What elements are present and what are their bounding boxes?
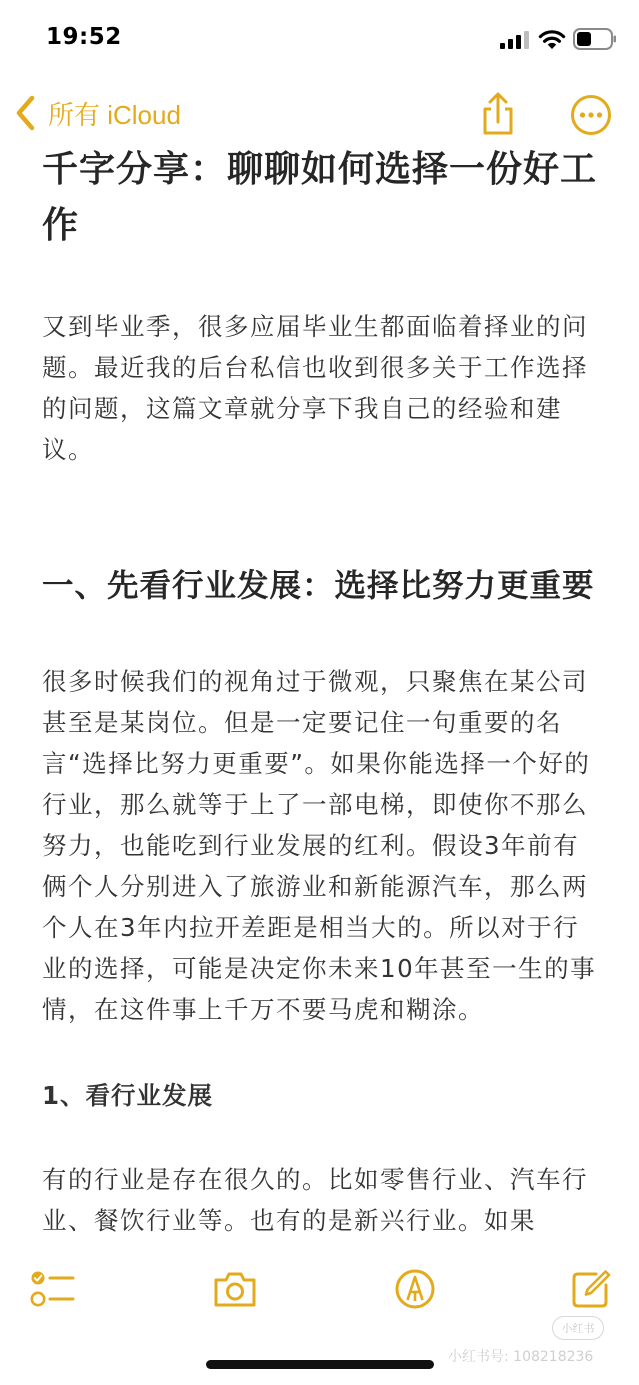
section-heading: 一、先看行业发展：选择比努力更重要 bbox=[42, 568, 595, 604]
status-bar bbox=[0, 0, 639, 80]
more-icon[interactable] bbox=[570, 94, 612, 136]
markup-icon[interactable] bbox=[393, 1268, 437, 1310]
battery-icon bbox=[573, 28, 617, 50]
wifi-icon bbox=[538, 28, 566, 50]
note-title: 千字分享：聊聊如何选择一份好工作 bbox=[42, 149, 598, 246]
status-time: 19:52 bbox=[46, 24, 122, 50]
watermark-text: 小红书号: 108218236 bbox=[448, 1349, 594, 1365]
compose-icon[interactable] bbox=[570, 1268, 612, 1310]
intro-paragraph: 又到毕业季，很多应届毕业生都面临着择业的问题。最近我的后台私信也收到很多关于工作选择的问题，这篇文章就分享下我自己的经验和建议。 bbox=[42, 312, 588, 464]
subsection-paragraph: 有的行业是存在很久的。比如零售行业、汽车行业、餐饮行业等。也有的是新兴行业。如果 bbox=[42, 1165, 588, 1235]
watermark-badge: 小红书 bbox=[552, 1316, 604, 1340]
share-icon[interactable] bbox=[478, 92, 518, 136]
back-label: 所有 iCloud bbox=[48, 99, 181, 130]
back-button[interactable] bbox=[12, 90, 181, 136]
subsection-heading: 1、看行业发展 bbox=[42, 1081, 214, 1110]
note-body[interactable] bbox=[42, 142, 604, 1242]
cellular-signal-icon bbox=[500, 31, 530, 49]
section-paragraph: 很多时候我们的视角过于微观，只聚焦在某公司甚至是某岗位。但是一定要记住一句重要的名言“选择比努力更重要”。如果你能选择一个好的行业，那么就等于上了一部电梯，即使你不那么努力，也能吃到行业发展的红利。假设3年前有俩个人分别进入了旅游业和新能源汽车，那么两个人在3年内拉开差距是相当大的。所以对于行业的选择，可能是决定你未来10年甚至一生的事情，在这件事上千万不要马虎和糊涂。 bbox=[42, 667, 597, 1024]
checklist-icon[interactable] bbox=[30, 1268, 76, 1310]
home-indicator[interactable] bbox=[206, 1360, 434, 1369]
nav-bar bbox=[0, 86, 639, 142]
camera-icon[interactable] bbox=[212, 1268, 258, 1310]
bottom-toolbar bbox=[0, 1243, 639, 1385]
chevron-left-icon bbox=[12, 93, 38, 133]
